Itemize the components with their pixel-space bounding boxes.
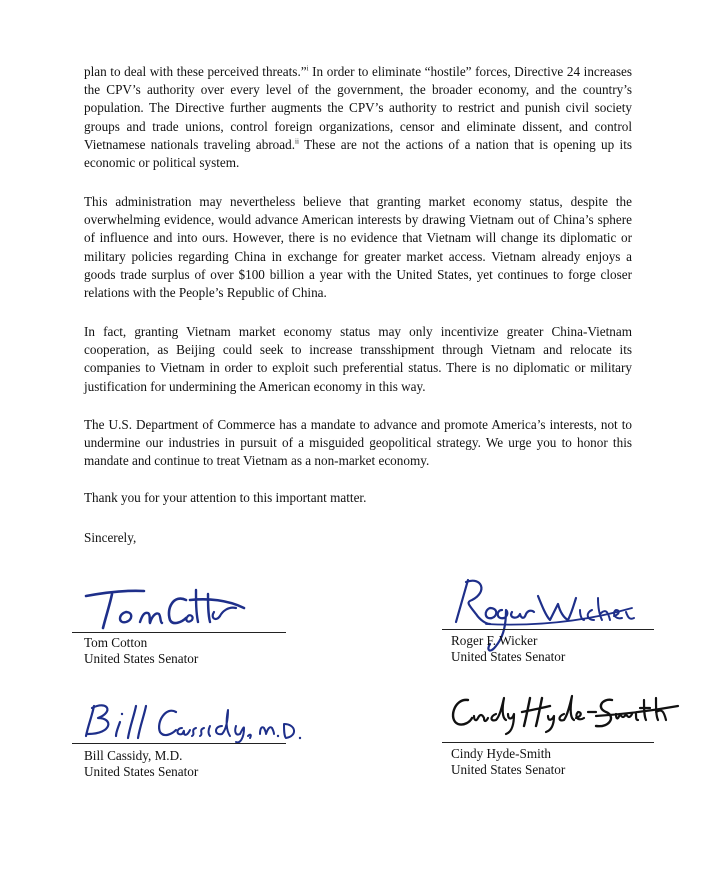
signature-image-bill-cassidy [80, 696, 310, 746]
signature-line-roger-wicker [442, 629, 654, 630]
closing-salutation: Sincerely, [84, 530, 137, 545]
body-paragraph-1 [84, 63, 632, 172]
paragraph-1-text-b: In order to eliminate “hostile” forces, Directive 24 increases the CPV’s authority over every level of the government, the broader economy, and the country’s population. The Directive further augments the CPV’s authority to restrict and punish civil society groups and trade unions, control foreign organizations, censor and eliminate dissent, and control Vietnamese nationals traveling abroad. [84, 64, 632, 152]
signer-title-roger-wicker: United States Senator [451, 649, 566, 664]
body-paragraph-3: In fact, granting Vietnam market economy status may only incentivize greater China-Vietnam cooperation, as Beijing could seek to increase transshipment through Vietnam and relocate its companies to Vietnam in order to exploit such preferential status. There is no diplomatic or military justification for undermining the American economy in this way. [84, 324, 632, 394]
signature-image-cindy-hyde-smith [446, 688, 686, 738]
signer-name-roger-wicker: Roger F. Wicker [451, 633, 538, 648]
signature-image-tom-cotton [78, 578, 258, 632]
signer-name-tom-cotton: Tom Cotton [84, 635, 148, 650]
footnote-marker-i: i [306, 64, 309, 73]
thank-you-paragraph: Thank you for your attention to this important matter. [84, 490, 367, 505]
signature-line-tom-cotton [72, 632, 286, 633]
signer-name-bill-cassidy: Bill Cassidy, M.D. [84, 748, 183, 763]
footnote-marker-ii: ii [295, 137, 299, 146]
paragraph-1-text-c: These are not the actions of a nation that is opening up its economic or political system. [84, 136, 633, 171]
signature-line-cindy-hyde-smith [442, 742, 654, 743]
signer-title-bill-cassidy: United States Senator [84, 764, 199, 779]
paragraph-1-text-a: plan to deal with these perceived threats.” [84, 64, 307, 79]
signer-title-cindy-hyde-smith: United States Senator [451, 762, 566, 777]
body-paragraph-4: The U.S. Department of Commerce has a mandate to advance and promote America’s interests, not to undermine our industries in pursuit of a misguided geopolitical strategy. We urge you to honor this mandate and continue to treat Vietnam as a non-market economy. [84, 417, 632, 469]
body-paragraph-2: This administration may nevertheless believe that granting market economy status, despite the overwhelming evidence, would advance American interests by drawing Vietnam out of China’s sphere of influence and into ours. However, there is no evidence that Vietnam will change its diplomatic or military policies regarding China in exchange for greater market access. Vietnam already enjoys a goods trade surplus of over $100 billion a year with the United States, yet continues to forge closer relations with the People’s Republic of China. [84, 194, 632, 301]
signer-name-cindy-hyde-smith: Cindy Hyde-Smith [451, 746, 552, 761]
signer-title-tom-cotton: United States Senator [84, 651, 199, 666]
signature-line-bill-cassidy [72, 743, 286, 744]
